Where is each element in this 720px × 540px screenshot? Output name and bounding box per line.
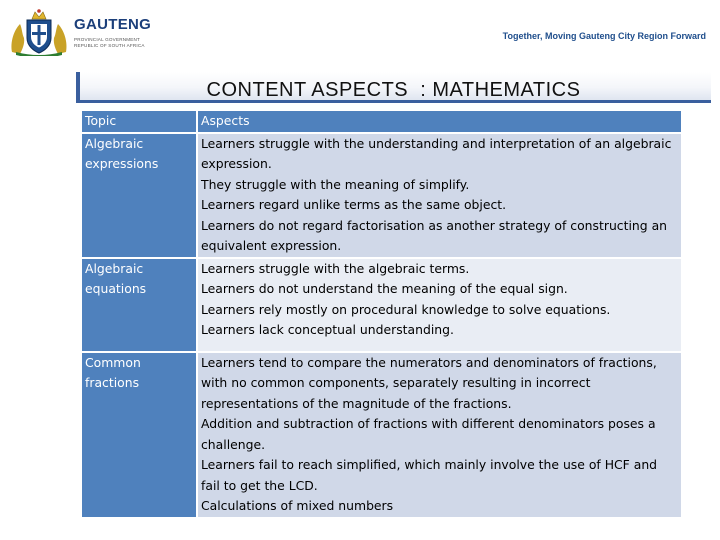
aspects-cell — [198, 134, 681, 257]
aspect-item: Learners struggle with the understanding and interpretation of an algebraic expression. — [201, 135, 672, 171]
logo-subtitle-2: REPUBLIC OF SOUTH AFRICA — [74, 43, 145, 48]
topic-cell: Algebraic equations — [82, 259, 196, 351]
aspect-item: Learners struggle with the algebraic terms. — [201, 260, 470, 276]
topic-cell: Algebraic expressions — [82, 134, 196, 257]
aspect-item: Addition and subtraction of fractions with different denominators poses a challenge. — [201, 416, 656, 452]
aspect-item: Learners rely mostly on procedural knowledge to solve equations. — [201, 301, 611, 317]
aspect-item: Learners fail to reach simplified, which mainly involve the use of HCF and fail to get the LCD. — [201, 457, 658, 493]
slide-title: CONTENT ASPECTS : MATHEMATICS — [206, 79, 581, 101]
aspect-item: Learners do not regard factorisation as another strategy of constructing an equivalent expression. — [201, 217, 668, 253]
gauteng-logo — [8, 8, 152, 56]
aspect-item: Learners tend to compare the numerators and denominators of fractions, with no common components, separately resulting in incorrect representations of the magnitude of the fractions. — [201, 354, 657, 411]
aspect-item: Learners lack conceptual understanding. — [201, 322, 454, 337]
header-aspects: Aspects — [198, 111, 681, 132]
logo-subtitle: PROVINCIAL GOVERNMENT — [74, 37, 141, 42]
table-row — [82, 134, 681, 257]
aspect-item: Calculations of mixed numbers — [201, 498, 394, 513]
slide-header — [0, 0, 720, 62]
aspect-item: Learners regard unlike terms as the same object. — [201, 197, 507, 212]
tagline: Together, Moving Gauteng City Region Forward — [502, 31, 706, 41]
topic-cell: Common fractions — [82, 353, 196, 517]
header-topic: Topic — [82, 111, 196, 132]
aspect-item: They struggle with the meaning of simplify. — [201, 176, 470, 192]
table-row — [82, 353, 681, 517]
aspects-cell — [198, 353, 681, 517]
coat-of-arms-icon — [8, 8, 70, 56]
logo-wordmark: GAUTENG — [74, 16, 152, 33]
content-aspects-table — [80, 109, 683, 519]
aspect-item: Learners do not understand the meaning of the equal sign. — [201, 281, 568, 296]
aspects-cell — [198, 259, 681, 351]
table-header-row — [82, 111, 681, 132]
table-row — [82, 259, 681, 351]
title-bar — [76, 72, 711, 103]
